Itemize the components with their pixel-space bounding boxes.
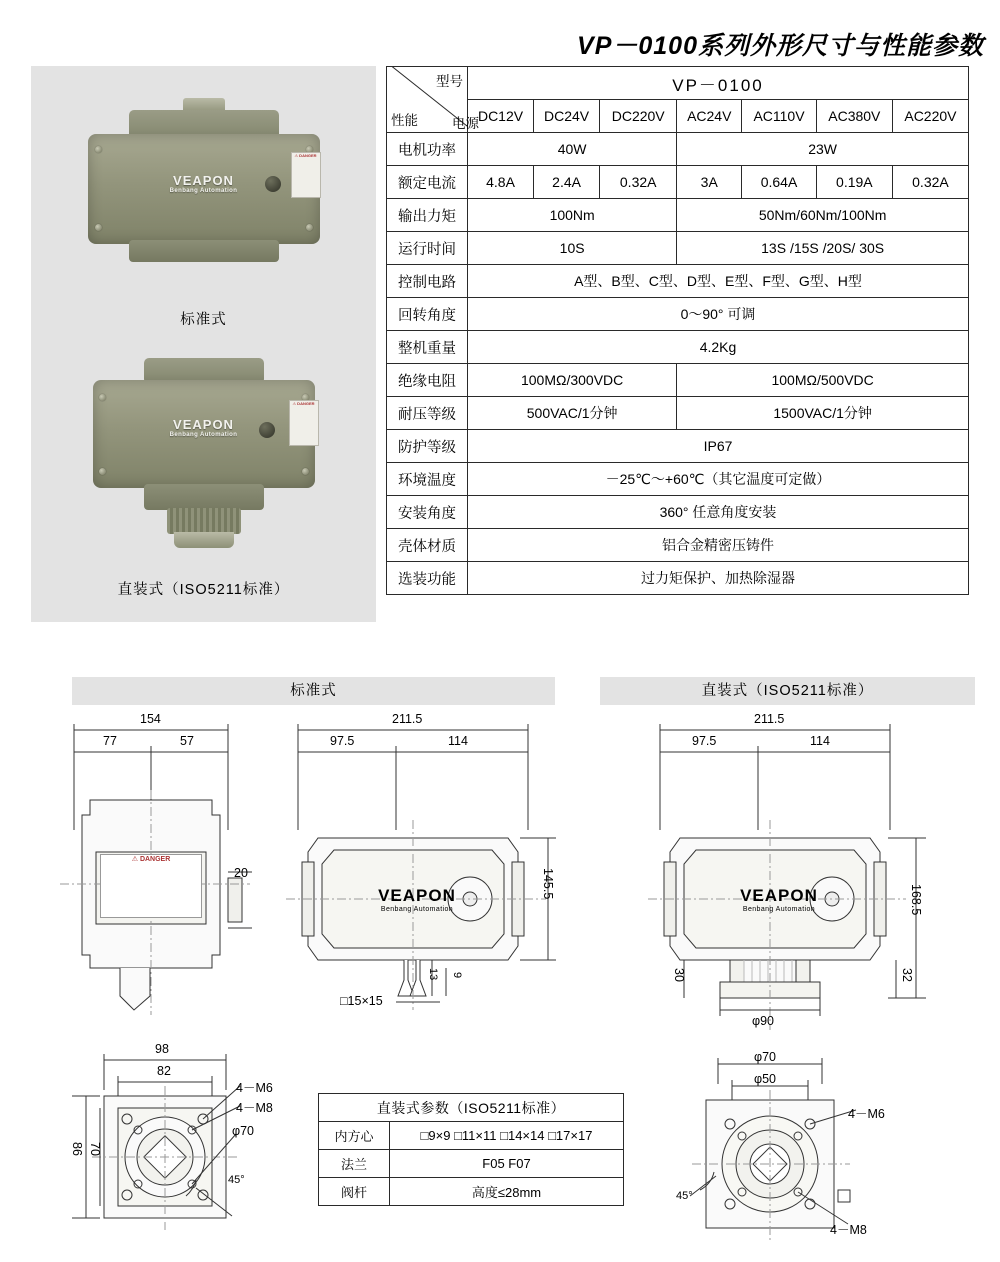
power-col-1: DC24V [534, 100, 600, 133]
opt-row-0-value: □9×9 □11×11 □14×14 □17×17 [390, 1122, 624, 1150]
dim-4m6-right: 4－M6 [848, 1107, 885, 1121]
spec-row-label: 绝缘电阻 [387, 364, 468, 397]
spec-row-label: 壳体材质 [387, 529, 468, 562]
dim-4m8-right: 4－M8 [830, 1223, 867, 1237]
brand-sub: Benbang Automation [742, 906, 816, 913]
power-col-2: DC220V [600, 100, 677, 133]
dim-82: 82 [157, 1064, 171, 1078]
dim-86: 86 [70, 1142, 84, 1156]
dim-13: 13 [427, 968, 439, 981]
power-col-4: AC110V [742, 100, 817, 133]
spec-cell: 0.32A [600, 166, 677, 199]
spec-row-label: 防护等级 [387, 430, 468, 463]
iso-parameter-table [318, 1093, 624, 1206]
opt-table-title: 直装式参数（ISO5211标准） [319, 1094, 624, 1122]
spec-cell: 100MΩ/500VDC [677, 364, 969, 397]
spec-cell: 10S [468, 232, 677, 265]
spec-cell: 铝合金精密压铸件 [468, 529, 969, 562]
photo-standard-caption: 标准式 [180, 312, 227, 328]
spec-row-label: 环境温度 [387, 463, 468, 496]
dim-4m6-left: 4－M6 [236, 1081, 273, 1095]
dim-57: 57 [180, 734, 194, 748]
corner-bottom-label: 性能 [391, 113, 418, 128]
spec-cell: A型、B型、C型、D型、E型、F型、G型、H型 [468, 265, 969, 298]
opt-row-2-value: 高度≤28mm [390, 1178, 624, 1206]
spec-cell: 0.64A [742, 166, 817, 199]
spec-row-label: 运行时间 [387, 232, 468, 265]
dim-114-iso: 114 [810, 734, 830, 748]
danger-plate [100, 854, 202, 918]
page-title-rest: 系列外形尺寸与性能参数 [697, 32, 984, 60]
danger-plate-title: ⚠ DANGER [131, 856, 171, 863]
drawing-brand-iso [714, 886, 844, 913]
spec-cell: 4.8A [468, 166, 534, 199]
opt-row-1-value: F05 F07 [390, 1150, 624, 1178]
dim-phi50-right: φ50 [754, 1072, 777, 1086]
spec-cell: 0.32A [892, 166, 968, 199]
dim-975-iso: 97.5 [692, 734, 717, 748]
dim-4m8-left: 4－M8 [236, 1101, 273, 1115]
spec-cell: 2.4A [534, 166, 600, 199]
spec-cell: 0～90° 可调 [468, 298, 969, 331]
spec-row-label: 额定电流 [387, 166, 468, 199]
corner-top-label: 型号 [436, 74, 463, 89]
dim-9: 9 [451, 972, 463, 979]
spec-cell: 40W [468, 133, 677, 166]
dim-30: 30 [672, 968, 686, 982]
spec-cell: 100MΩ/300VDC [468, 364, 677, 397]
page-title-model: VP－0100 [577, 32, 698, 60]
dim-2115-iso: 211.5 [754, 712, 785, 726]
dim-phi70-right: φ70 [754, 1050, 777, 1064]
dim-32: 32 [900, 968, 914, 982]
dim-phi90: φ90 [752, 1014, 775, 1028]
spec-row-label: 整机重量 [387, 331, 468, 364]
brand-main: VEAPON [378, 886, 456, 905]
spec-cell: 500VAC/1分钟 [468, 397, 677, 430]
opt-row-1-key: 法兰 [319, 1150, 390, 1178]
drawing-brand-std [352, 886, 482, 913]
spec-cell: 360° 任意角度安装 [468, 496, 969, 529]
dim-77: 77 [103, 734, 117, 748]
power-col-5: AC380V [816, 100, 892, 133]
spec-cell: 3A [677, 166, 742, 199]
dim-1685: 168.5 [909, 884, 923, 916]
spec-row-label: 选装功能 [387, 562, 468, 595]
spec-row-label: 控制电路 [387, 265, 468, 298]
photo-iso-caption: 直装式（ISO5211标准） [117, 582, 290, 598]
spec-cell: 0.19A [816, 166, 892, 199]
spec-cell: 50Nm/60Nm/100Nm [677, 199, 969, 232]
spec-cell: 1500VAC/1分钟 [677, 397, 969, 430]
dim-975-std: 97.5 [330, 734, 355, 748]
power-col-6: AC220V [892, 100, 968, 133]
spec-cell: IP67 [468, 430, 969, 463]
spec-row-label: 输出力矩 [387, 199, 468, 232]
dim-70-left: 70 [88, 1142, 102, 1156]
dim-154: 154 [140, 712, 161, 726]
table-row [319, 1094, 624, 1122]
danger-label-title: ⚠ DANGER [292, 401, 315, 406]
spec-cell: 4.2Kg [468, 331, 969, 364]
spec-row-label: 电机功率 [387, 133, 468, 166]
opt-row-2-key: 阀杆 [319, 1178, 390, 1206]
brand-sub: Benbang Automation [380, 906, 454, 913]
brand-main: VEAPON [173, 173, 234, 188]
dim-45-right: 45° [676, 1190, 693, 1202]
table-row [319, 1150, 624, 1178]
table-row [319, 1178, 624, 1206]
dim-phi70-left: φ70 [232, 1124, 255, 1138]
dim-2115-std: 211.5 [392, 712, 423, 726]
spec-cell: 过力矩保护、加热除湿器 [468, 562, 969, 595]
table-row [319, 1122, 624, 1150]
danger-label-title: ⚠ DANGER [294, 153, 317, 158]
spec-cell: 100Nm [468, 199, 677, 232]
brand-sub: Benbang Automation [169, 188, 238, 194]
spec-model-header: VP－0100 [468, 67, 969, 100]
opt-row-0-key: 内方心 [319, 1122, 390, 1150]
dim-45-left: 45° [228, 1174, 245, 1186]
section-head-iso: 直装式（ISO5211标准） [600, 677, 975, 705]
brand-main: VEAPON [173, 417, 234, 432]
dim-20: 20 [234, 866, 248, 880]
spec-row-label: 耐压等级 [387, 397, 468, 430]
dim-1455: 145.5 [541, 868, 555, 900]
spec-row-label: 安装角度 [387, 496, 468, 529]
dim-114-std: 114 [448, 734, 468, 748]
brand-main: VEAPON [740, 886, 818, 905]
spec-row-label: 回转角度 [387, 298, 468, 331]
spec-cell: 13S /15S /20S/ 30S [677, 232, 969, 265]
spec-cell: 23W [677, 133, 969, 166]
corner-mid-label: 电源 [452, 116, 479, 131]
brand-sub: Benbang Automation [169, 432, 238, 438]
power-col-3: AC24V [677, 100, 742, 133]
spec-cell: －25℃～+60℃（其它温度可定做） [468, 463, 969, 496]
dim-sq15: □15×15 [340, 994, 383, 1008]
section-head-standard: 标准式 [72, 677, 555, 705]
dim-98: 98 [155, 1042, 169, 1056]
power-col-0: DC12V [468, 100, 534, 133]
